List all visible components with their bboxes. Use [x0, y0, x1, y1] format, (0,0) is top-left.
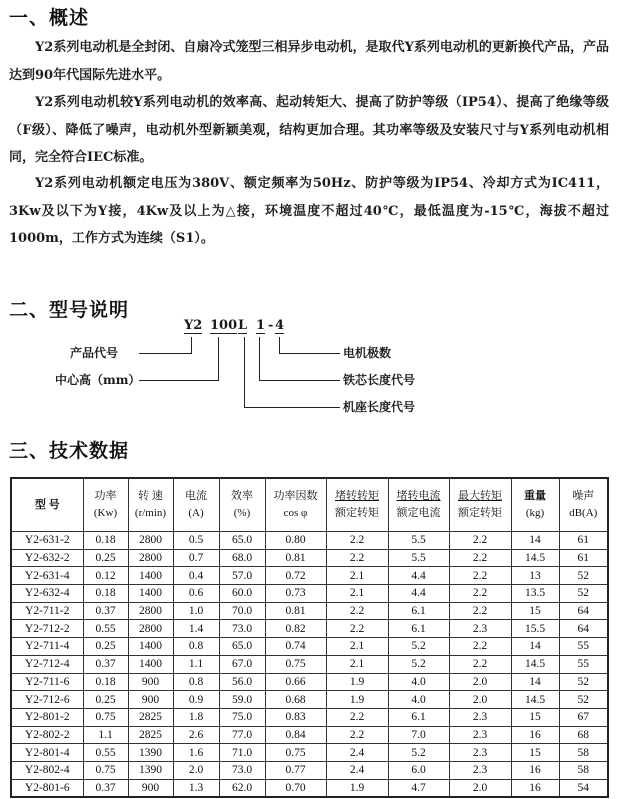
cell-power: 0.18 — [83, 673, 128, 691]
table-row — [11, 549, 608, 567]
cell-efficiency: 62.0 — [219, 779, 265, 797]
header-model: 型 号 — [11, 478, 83, 532]
cell-weight: 16 — [511, 726, 559, 744]
cell-locked-current: 4.4 — [388, 585, 449, 603]
header-weight: 重量 (kg) — [511, 478, 559, 532]
cell-speed: 900 — [128, 691, 173, 709]
cell-current: 1.1 — [173, 655, 219, 673]
table-row — [11, 726, 608, 744]
connector-line — [279, 337, 280, 353]
cell-efficiency: 65.0 — [219, 532, 265, 550]
header-efficiency: 效率 (%) — [219, 478, 265, 532]
cell-speed: 2825 — [128, 726, 173, 744]
cell-locked-current: 4.0 — [388, 673, 449, 691]
label-center-height: 中心高（mm） — [55, 373, 141, 387]
cell-locked-current: 6.0 — [388, 761, 449, 779]
header-current: 电流 (A) — [173, 478, 219, 532]
cell-speed: 1400 — [128, 638, 173, 656]
connector-line — [244, 337, 245, 407]
cell-model: Y2-631-2 — [11, 532, 83, 550]
cell-locked-torque: 2.4 — [326, 744, 388, 762]
cell-power-factor: 0.77 — [265, 761, 326, 779]
label-core-length: 铁芯长度代号 — [343, 373, 416, 387]
cell-efficiency: 75.0 — [219, 708, 265, 726]
cell-model: Y2-632-4 — [11, 585, 83, 603]
connector-line — [139, 353, 192, 354]
cell-power-factor: 0.81 — [265, 602, 326, 620]
cell-weight: 13 — [511, 567, 559, 585]
cell-efficiency: 59.0 — [219, 691, 265, 709]
header-locked-rotor-torque-ratio: 堵转转矩 额定转矩 — [326, 478, 388, 532]
connector-line — [139, 380, 219, 381]
cell-model: Y2-711-6 — [11, 673, 83, 691]
cell-locked-torque: 2.1 — [326, 567, 388, 585]
cell-speed: 2800 — [128, 532, 173, 550]
cell-max-torque: 2.3 — [449, 726, 511, 744]
cell-noise: 52 — [559, 691, 608, 709]
paragraph-2 — [9, 89, 609, 172]
cell-power: 0.18 — [83, 585, 128, 603]
cell-power: 0.25 — [83, 638, 128, 656]
cell-noise: 67 — [559, 708, 608, 726]
cell-speed: 2800 — [128, 602, 173, 620]
cell-weight: 14 — [511, 638, 559, 656]
table-row — [11, 602, 608, 620]
connector-line — [218, 337, 219, 380]
header-speed: 转 速 (r/min) — [128, 478, 173, 532]
cell-power-factor: 0.75 — [265, 655, 326, 673]
cell-max-torque: 2.2 — [449, 532, 511, 550]
cell-model: Y2-711-2 — [11, 602, 83, 620]
cell-locked-torque: 2.2 — [326, 602, 388, 620]
cell-current: 0.7 — [173, 549, 219, 567]
cell-max-torque: 2.0 — [449, 691, 511, 709]
code-part-series: Y2 — [184, 318, 203, 333]
label-pole-count: 电机极数 — [343, 346, 392, 360]
paragraph-1 — [9, 34, 609, 89]
code-part-core-length: 1 — [256, 318, 266, 333]
connector-line — [259, 337, 260, 380]
code-part-frame-length: L — [238, 318, 248, 333]
cell-speed: 900 — [128, 779, 173, 797]
cell-efficiency: 73.0 — [219, 761, 265, 779]
table-row — [11, 744, 608, 762]
cell-max-torque: 2.0 — [449, 779, 511, 797]
cell-weight: 14.5 — [511, 691, 559, 709]
cell-model: Y2-802-2 — [11, 726, 83, 744]
table-row — [11, 532, 608, 550]
cell-locked-current: 4.7 — [388, 779, 449, 797]
cell-current: 1.0 — [173, 602, 219, 620]
cell-power-factor: 0.73 — [265, 585, 326, 603]
cell-current: 2.6 — [173, 726, 219, 744]
cell-noise: 58 — [559, 761, 608, 779]
table-row — [11, 673, 608, 691]
cell-power: 0.37 — [83, 779, 128, 797]
cell-power: 0.75 — [83, 708, 128, 726]
cell-locked-torque: 1.9 — [326, 691, 388, 709]
table-row — [11, 620, 608, 638]
cell-power: 0.12 — [83, 567, 128, 585]
cell-model: Y2-801-4 — [11, 744, 83, 762]
cell-weight: 15.5 — [511, 620, 559, 638]
cell-power-factor: 0.80 — [265, 532, 326, 550]
connector-line — [279, 353, 340, 354]
cell-locked-torque: 1.9 — [326, 779, 388, 797]
cell-noise: 61 — [559, 549, 608, 567]
cell-speed: 2800 — [128, 549, 173, 567]
cell-model: Y2-631-4 — [11, 567, 83, 585]
cell-locked-current: 4.0 — [388, 691, 449, 709]
cell-power-factor: 0.66 — [265, 673, 326, 691]
cell-power-factor: 0.82 — [265, 620, 326, 638]
cell-noise: 64 — [559, 620, 608, 638]
cell-current: 1.8 — [173, 708, 219, 726]
cell-max-torque: 2.2 — [449, 638, 511, 656]
cell-noise: 55 — [559, 655, 608, 673]
cell-locked-current: 5.2 — [388, 655, 449, 673]
cell-weight: 14.5 — [511, 549, 559, 567]
cell-model: Y2-801-6 — [11, 779, 83, 797]
cell-power: 0.75 — [83, 761, 128, 779]
cell-locked-torque: 2.1 — [326, 585, 388, 603]
connector-line — [191, 337, 192, 353]
code-part-center-height: 100 — [210, 318, 238, 333]
cell-noise: 52 — [559, 567, 608, 585]
cell-locked-torque: 2.1 — [326, 655, 388, 673]
model-code-diagram — [0, 300, 460, 430]
header-max-torque-ratio: 最大转矩 额定转矩 — [449, 478, 511, 532]
cell-weight: 13.5 — [511, 585, 559, 603]
cell-model: Y2-712-2 — [11, 620, 83, 638]
cell-max-torque: 2.3 — [449, 744, 511, 762]
cell-noise: 52 — [559, 673, 608, 691]
cell-power: 0.37 — [83, 655, 128, 673]
section-heading-model-description: 二、型号说明 — [9, 299, 130, 321]
cell-locked-torque: 2.2 — [326, 620, 388, 638]
cell-current: 1.6 — [173, 744, 219, 762]
table-row — [11, 691, 608, 709]
cell-locked-torque: 2.2 — [326, 726, 388, 744]
cell-power-factor: 0.83 — [265, 708, 326, 726]
paragraph-3-text: Y2系列电动机额定电压为380V、额定频率为50Hz、防护等级为IP54、冷却方式为IC411，3Kw及以下为Y接，4Kw及以上为△接，环境温度不超过40℃，最低温度为-15℃，海拔不超过1000m，工作方式为连续（S1）。 — [9, 176, 609, 246]
cell-locked-torque: 2.2 — [326, 532, 388, 550]
cell-speed: 900 — [128, 673, 173, 691]
cell-efficiency: 73.0 — [219, 620, 265, 638]
paragraph-3 — [9, 170, 609, 253]
cell-weight: 14 — [511, 673, 559, 691]
cell-weight: 16 — [511, 761, 559, 779]
table-row — [11, 655, 608, 673]
cell-efficiency: 65.0 — [219, 638, 265, 656]
section-heading-overview: 一、概述 — [9, 7, 90, 29]
cell-max-torque: 2.2 — [449, 585, 511, 603]
cell-current: 0.6 — [173, 585, 219, 603]
cell-noise: 58 — [559, 744, 608, 762]
cell-speed: 1400 — [128, 585, 173, 603]
cell-locked-current: 7.0 — [388, 726, 449, 744]
cell-noise: 61 — [559, 532, 608, 550]
cell-speed: 1390 — [128, 761, 173, 779]
cell-max-torque: 2.2 — [449, 655, 511, 673]
cell-power: 0.55 — [83, 620, 128, 638]
cell-power: 0.55 — [83, 744, 128, 762]
cell-current: 0.8 — [173, 673, 219, 691]
cell-noise: 52 — [559, 585, 608, 603]
cell-model: Y2-711-4 — [11, 638, 83, 656]
cell-power: 0.25 — [83, 549, 128, 567]
cell-model: Y2-712-6 — [11, 691, 83, 709]
cell-speed: 1400 — [128, 567, 173, 585]
cell-locked-current: 5.2 — [388, 638, 449, 656]
cell-noise: 54 — [559, 779, 608, 797]
cell-max-torque: 2.2 — [449, 602, 511, 620]
header-locked-rotor-current-ratio: 堵转电流 额定电流 — [388, 478, 449, 532]
cell-power-factor: 0.70 — [265, 779, 326, 797]
connector-line — [259, 380, 340, 381]
cell-noise: 55 — [559, 638, 608, 656]
header-noise: 噪声 dB(A) — [559, 478, 608, 532]
cell-power-factor: 0.75 — [265, 744, 326, 762]
cell-weight: 15 — [511, 602, 559, 620]
cell-locked-current: 5.5 — [388, 549, 449, 567]
cell-speed: 2800 — [128, 620, 173, 638]
cell-weight: 15 — [511, 708, 559, 726]
cell-max-torque: 2.2 — [449, 549, 511, 567]
cell-power-factor: 0.81 — [265, 549, 326, 567]
cell-locked-current: 4.4 — [388, 567, 449, 585]
technical-data-table — [10, 477, 609, 798]
cell-max-torque: 2.2 — [449, 567, 511, 585]
cell-speed: 2825 — [128, 708, 173, 726]
cell-max-torque: 2.3 — [449, 708, 511, 726]
table-row — [11, 585, 608, 603]
table-header-row — [11, 478, 608, 532]
cell-locked-torque: 2.2 — [326, 549, 388, 567]
cell-efficiency: 70.0 — [219, 602, 265, 620]
cell-noise: 64 — [559, 602, 608, 620]
cell-current: 0.4 — [173, 567, 219, 585]
cell-model: Y2-801-2 — [11, 708, 83, 726]
table-row — [11, 761, 608, 779]
cell-weight: 15 — [511, 744, 559, 762]
cell-locked-torque: 1.9 — [326, 673, 388, 691]
cell-power: 0.37 — [83, 602, 128, 620]
cell-current: 1.3 — [173, 779, 219, 797]
cell-locked-torque: 2.1 — [326, 638, 388, 656]
cell-speed: 1390 — [128, 744, 173, 762]
cell-current: 1.4 — [173, 620, 219, 638]
cell-model: Y2-802-4 — [11, 761, 83, 779]
label-product-code: 产品代号 — [70, 346, 119, 360]
cell-locked-current: 5.2 — [388, 744, 449, 762]
cell-current: 0.5 — [173, 532, 219, 550]
cell-power: 1.1 — [83, 726, 128, 744]
cell-weight: 16 — [511, 779, 559, 797]
cell-efficiency: 77.0 — [219, 726, 265, 744]
cell-efficiency: 56.0 — [219, 673, 265, 691]
cell-efficiency: 57.0 — [219, 567, 265, 585]
code-part-poles: 4 — [275, 318, 285, 333]
code-part-dash: - — [268, 318, 274, 333]
cell-current: 2.0 — [173, 761, 219, 779]
cell-power-factor: 0.72 — [265, 567, 326, 585]
cell-weight: 14.5 — [511, 655, 559, 673]
cell-locked-current: 6.1 — [388, 602, 449, 620]
cell-efficiency: 68.0 — [219, 549, 265, 567]
cell-locked-current: 6.1 — [388, 708, 449, 726]
cell-locked-current: 6.1 — [388, 620, 449, 638]
label-frame-length: 机座长度代号 — [343, 400, 416, 414]
cell-locked-current: 5.5 — [388, 532, 449, 550]
cell-power-factor: 0.84 — [265, 726, 326, 744]
paragraph-1-text: Y2系列电动机是全封闭、自扇冷式笼型三相异步电动机，是取代Y系列电动机的更新换代产品，产品达到90年代国际先进水平。 — [9, 40, 609, 83]
cell-locked-torque: 2.4 — [326, 761, 388, 779]
section-heading-technical-data: 三、技术数据 — [9, 440, 130, 462]
cell-current: 0.9 — [173, 691, 219, 709]
table-body — [11, 532, 608, 798]
table-row — [11, 779, 608, 797]
cell-power: 0.25 — [83, 691, 128, 709]
cell-speed: 1400 — [128, 655, 173, 673]
header-power-factor: 功率因数 cos φ — [265, 478, 326, 532]
cell-power: 0.18 — [83, 532, 128, 550]
paragraph-2-text: Y2系列电动机较Y系列电动机的效率高、起动转矩大、提高了防护等级（IP54）、提高了绝缘等级（F级）、降低了噪声，电动机外型新颖美观，结构更加合理。其功率等级及安装尺寸与Y系列电动机相同，完全符合IEC标准。 — [9, 95, 609, 165]
cell-max-torque: 2.3 — [449, 620, 511, 638]
cell-efficiency: 60.0 — [219, 585, 265, 603]
connector-line — [244, 407, 340, 408]
cell-max-torque: 2.3 — [449, 761, 511, 779]
cell-efficiency: 67.0 — [219, 655, 265, 673]
cell-weight: 14 — [511, 532, 559, 550]
table-row — [11, 638, 608, 656]
cell-model: Y2-632-2 — [11, 549, 83, 567]
table-row — [11, 567, 608, 585]
table-row — [11, 708, 608, 726]
cell-current: 0.8 — [173, 638, 219, 656]
cell-max-torque: 2.0 — [449, 673, 511, 691]
cell-power-factor: 0.74 — [265, 638, 326, 656]
cell-model: Y2-712-4 — [11, 655, 83, 673]
cell-efficiency: 71.0 — [219, 744, 265, 762]
cell-locked-torque: 2.2 — [326, 708, 388, 726]
cell-power-factor: 0.68 — [265, 691, 326, 709]
header-power: 功率 (Kw) — [83, 478, 128, 532]
cell-noise: 68 — [559, 726, 608, 744]
